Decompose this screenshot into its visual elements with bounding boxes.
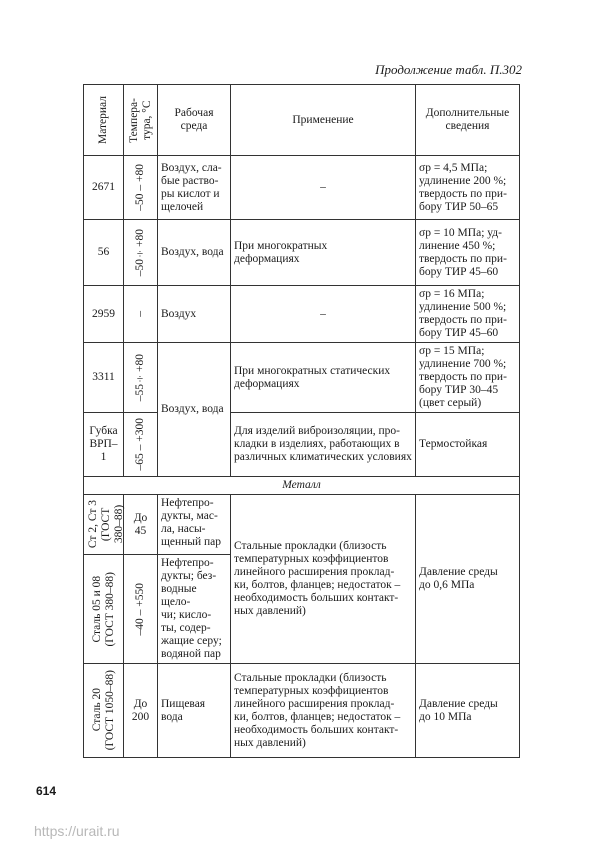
table-row [84,343,520,413]
section-row [84,477,520,495]
cell-temperature: –55÷+80 [124,343,158,413]
table-row [84,156,520,220]
header-temperature: Темпера- тура, °С [124,85,158,156]
cell-material: 3311 [84,343,124,413]
cell-temperature: – [124,286,158,343]
section-metal-title: Металл [84,477,520,495]
table-row [84,413,520,477]
cell-temperature: –65 – +300 [124,413,158,477]
table-header-row [84,85,520,156]
cell-temperature: До 200 [124,664,158,758]
cell-temperature: –40 – +550 [124,555,158,664]
watermark-url: https://urait.ru [34,823,120,839]
materials-table [83,84,520,758]
cell-medium: Воздух, вода [158,220,231,286]
cell-application: Стальные прокладки (близость температурных коэффициентов линейного расширения проклад- ки, болтов, фланцев; недостаток – необходимость больших контакт- ных давлений) [231,664,416,758]
cell-material: Сталь 20 (ГОСТ 1050–88) [84,664,124,758]
cell-extra: Давление среды до 10 МПа [416,664,520,758]
cell-extra: σр = 15 МПа; удлинение 700 %; твердость по при- бору ТИР 30–45 (цвет серый) [416,343,520,413]
header-medium: Рабочая среда [158,85,231,156]
cell-medium: Нефтепро- дукты; без- водные щело- чи; кисло- ты, содер- жащие серу; водяной пар [158,555,231,664]
cell-material: 2671 [84,156,124,220]
header-extra: Дополнительные сведения [416,85,520,156]
cell-extra: Термостойкая [416,413,520,477]
cell-application: – [231,286,416,343]
header-material: Материал [84,85,124,156]
cell-medium: Нефтепро- дукты, мас- ла, насы- щенный пар [158,495,231,555]
cell-medium: Воздух, вода [158,343,231,477]
cell-extra: σр = 4,5 МПа; удлинение 200 %; твердость по при- бору ТИР 50–65 [416,156,520,220]
cell-application: При многократных статических деформациях [231,343,416,413]
cell-medium: Воздух [158,286,231,343]
cell-temperature: –50 – +80 [124,156,158,220]
cell-extra: σр = 10 МПа; уд- линение 450 %; твердость по при- бору ТИР 45–60 [416,220,520,286]
cell-temperature: –50÷+80 [124,220,158,286]
cell-application: Стальные прокладки (близость температурных коэффициентов линейного расширения проклад- ки, болтов, фланцев; недостаток – необходимость больших контакт- ных давлений) [231,495,416,664]
cell-temperature: До 45 [124,495,158,555]
table-row [84,220,520,286]
cell-application: – [231,156,416,220]
table-row [84,495,520,555]
cell-application: При многократных деформациях [231,220,416,286]
page-number: 614 [36,784,57,798]
header-application: Применение [231,85,416,156]
cell-medium: Воздух, сла- бые раство- ры кислот и щелочей [158,156,231,220]
table-continuation-caption: Продолжение табл. П.302 [375,62,522,77]
cell-material: Губка ВРП–1 [84,413,124,477]
cell-material: 56 [84,220,124,286]
cell-extra: σр = 16 МПа; удлинение 500 %; твердость по при- бору ТИР 45–60 [416,286,520,343]
cell-material: 2959 [84,286,124,343]
cell-medium: Пищевая вода [158,664,231,758]
cell-material: Сталь 05 и 08 (ГОСТ 380–88) [84,555,124,664]
cell-application: Для изделий виброизоляции, про- кладки в изделиях, работающих в различных климатических условиях [231,413,416,477]
table-row [84,286,520,343]
cell-material: Ст 2, Ст 3 (ГОСТ 380–88) [84,495,124,555]
table-row [84,664,520,758]
cell-extra: Давление среды до 0,6 МПа [416,495,520,664]
